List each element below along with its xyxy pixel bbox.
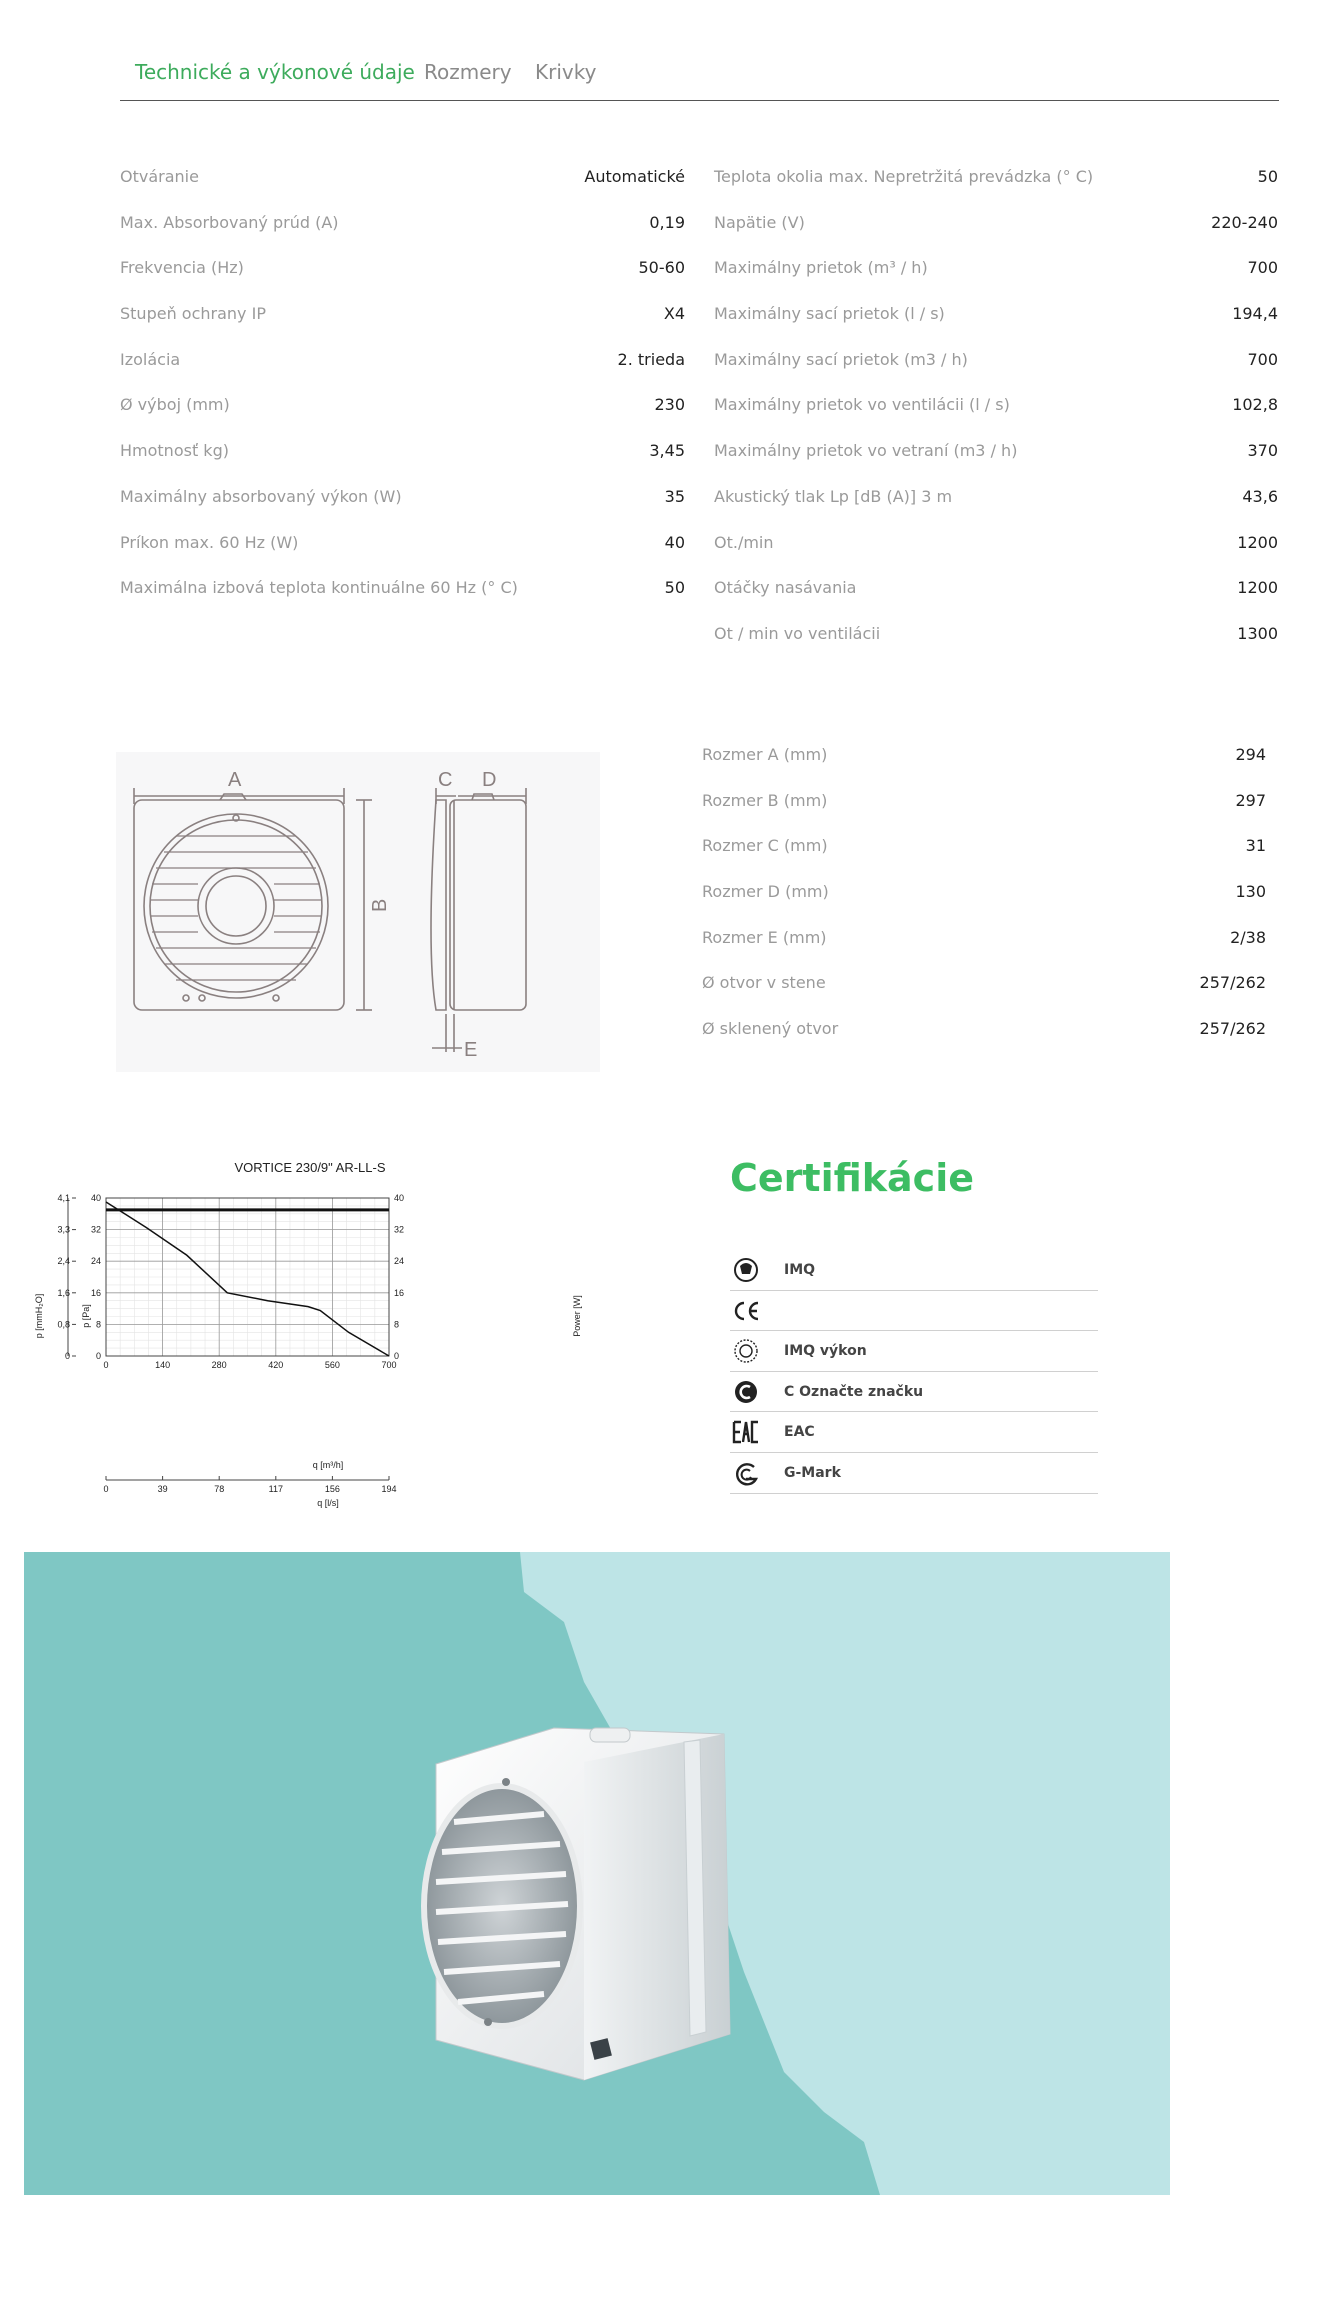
y-tick-label: 8 bbox=[95, 1319, 101, 1330]
x-tick-label: 420 bbox=[268, 1360, 284, 1370]
spec-value: 297 bbox=[1235, 790, 1266, 810]
spec-label: Otáčky nasávania bbox=[714, 578, 857, 598]
y-alt-tick-label: 0 bbox=[64, 1351, 70, 1361]
spec-label: Ø otvor v stene bbox=[702, 973, 826, 993]
spec-value: 31 bbox=[1245, 836, 1266, 856]
spec-value: 1200 bbox=[1237, 532, 1278, 552]
cert-name: C Označte značku bbox=[784, 1383, 924, 1400]
chart-title: VORTICE 230/9" AR-LL-S bbox=[234, 1160, 386, 1175]
imq-performance-icon bbox=[732, 1337, 760, 1365]
front-grille-ring bbox=[144, 814, 328, 998]
y-alt-tick-label: 1,6 bbox=[57, 1287, 70, 1298]
spec-label: Frekvencia (Hz) bbox=[120, 258, 244, 278]
dimension-row bbox=[702, 919, 1266, 965]
y-alt-tick-label: 4,1 bbox=[57, 1193, 70, 1203]
cert-name: EAC bbox=[784, 1424, 815, 1441]
spec-label: Maximálny sací prietok (m3 / h) bbox=[714, 349, 968, 369]
spec-row bbox=[120, 569, 685, 615]
spec-row bbox=[714, 158, 1278, 204]
spec-value: 220-240 bbox=[1211, 212, 1278, 232]
spec-label: Stupeň ochrany IP bbox=[120, 304, 266, 324]
front-grille-slats bbox=[150, 836, 322, 980]
x-tick-label: 0 bbox=[103, 1360, 109, 1370]
cert-row-c-mark bbox=[730, 1372, 1098, 1413]
tab-technical-data[interactable]: Technické a výkonové údaje bbox=[135, 60, 415, 84]
spec-label: Maximálny prietok vo ventilácii (l / s) bbox=[714, 395, 1010, 415]
tab-curves[interactable]: Krivky bbox=[535, 60, 597, 84]
y-tick-label: 16 bbox=[90, 1287, 101, 1298]
spec-label: Príkon max. 60 Hz (W) bbox=[120, 532, 299, 552]
spec-row bbox=[714, 204, 1278, 250]
x2-tick-label: 117 bbox=[268, 1484, 283, 1494]
dim-label-b: B bbox=[369, 898, 391, 912]
spec-value: 130 bbox=[1235, 882, 1266, 902]
spec-label: Ot./min bbox=[714, 532, 774, 552]
spec-row bbox=[714, 295, 1278, 341]
spec-value: 2. trieda bbox=[617, 349, 685, 369]
y-tick-label: 0 bbox=[95, 1351, 101, 1361]
fan-unit bbox=[424, 1728, 730, 2080]
imq-icon bbox=[732, 1256, 760, 1284]
dimension-row bbox=[702, 782, 1266, 828]
c-mark-icon bbox=[732, 1378, 760, 1406]
tab-bar bbox=[120, 52, 1279, 101]
spec-value: 50 bbox=[664, 578, 685, 598]
dimension-row bbox=[702, 873, 1266, 919]
g-mark-icon bbox=[732, 1459, 760, 1487]
product-illustration bbox=[24, 1552, 1170, 2195]
spec-label: Rozmer D (mm) bbox=[702, 882, 829, 902]
spec-row bbox=[714, 432, 1278, 478]
x-tick-label: 700 bbox=[381, 1360, 397, 1370]
spec-value: 230 bbox=[654, 395, 685, 415]
spec-value: 3,45 bbox=[649, 441, 685, 461]
y-right-tick-label: 16 bbox=[394, 1287, 405, 1298]
certifications-title: Certifikácie bbox=[730, 1156, 974, 1200]
dim-label-a: A bbox=[228, 769, 242, 791]
spec-label: Rozmer A (mm) bbox=[702, 745, 828, 764]
spec-row bbox=[120, 386, 685, 432]
fan-dimension-diagram bbox=[116, 752, 600, 1072]
cert-row-imq bbox=[730, 1250, 1098, 1291]
chart-grid bbox=[68, 1198, 389, 1356]
spec-row bbox=[120, 524, 685, 570]
spec-row bbox=[714, 569, 1278, 615]
y-tick-label: 32 bbox=[90, 1224, 101, 1235]
spec-row bbox=[120, 295, 685, 341]
dimensions-table bbox=[702, 736, 1266, 1056]
spec-label: Maximálny prietok vo vetraní (m3 / h) bbox=[714, 441, 1018, 461]
spec-label: Ø sklenený otvor bbox=[702, 1019, 839, 1039]
spec-row bbox=[714, 341, 1278, 387]
cert-name: IMQ výkon bbox=[784, 1343, 867, 1360]
dimension-row bbox=[702, 1010, 1266, 1056]
spec-label: Rozmer B (mm) bbox=[702, 790, 828, 810]
spec-value: 294 bbox=[1235, 745, 1266, 764]
chart-xlabel: q [m³/h] bbox=[312, 1460, 344, 1470]
side-housing bbox=[450, 800, 526, 1010]
y-alt-tick-label: 3,3 bbox=[57, 1224, 70, 1235]
spec-value: 50 bbox=[1257, 167, 1278, 186]
front-housing bbox=[134, 800, 344, 1010]
spec-value: 370 bbox=[1247, 441, 1278, 461]
spec-label: Maximálny prietok (m³ / h) bbox=[714, 258, 928, 278]
side-flange bbox=[431, 800, 446, 1010]
y-right-tick-label: 24 bbox=[394, 1256, 405, 1267]
dimension-row bbox=[702, 964, 1266, 1010]
spec-value: 1200 bbox=[1237, 578, 1278, 598]
spec-row bbox=[120, 341, 685, 387]
spec-value: 102,8 bbox=[1232, 395, 1278, 415]
spec-label: Hmotnosť kg) bbox=[120, 441, 229, 461]
spec-value: 700 bbox=[1247, 349, 1278, 369]
spec-label: Ot / min vo ventilácii bbox=[714, 623, 881, 643]
dim-label-e: E bbox=[464, 1039, 478, 1061]
spec-value: 257/262 bbox=[1199, 1019, 1266, 1039]
dim-label-d: D bbox=[482, 769, 497, 791]
x2-tick-label: 194 bbox=[381, 1484, 397, 1494]
cert-row-eac bbox=[730, 1412, 1098, 1453]
spec-row bbox=[714, 478, 1278, 524]
specs-right-table bbox=[714, 158, 1278, 661]
dimension-drawing bbox=[116, 752, 600, 1072]
y-alt-tick-label: 0,8 bbox=[57, 1319, 70, 1330]
x2-tick-label: 0 bbox=[103, 1484, 109, 1494]
spec-value: 43,6 bbox=[1242, 486, 1278, 506]
spec-value: 50-60 bbox=[638, 258, 685, 278]
spec-value: Automatické bbox=[584, 167, 685, 186]
y-tick-label: 40 bbox=[90, 1193, 101, 1203]
cert-row-ce bbox=[730, 1291, 1098, 1332]
spec-row bbox=[120, 204, 685, 250]
y-right-tick-label: 32 bbox=[394, 1224, 405, 1235]
y-right-tick-label: 40 bbox=[394, 1193, 405, 1203]
x2-tick-label: 156 bbox=[324, 1484, 340, 1494]
cert-row-g-mark bbox=[730, 1453, 1098, 1494]
spec-value: 700 bbox=[1247, 258, 1278, 278]
spec-label: Ø výboj (mm) bbox=[120, 395, 230, 415]
spec-value: 2/38 bbox=[1230, 927, 1266, 947]
spec-row bbox=[714, 524, 1278, 570]
dim-label-c: C bbox=[438, 769, 453, 791]
chart-ylabel-right: Power [W] bbox=[572, 1295, 582, 1337]
y-alt-tick-label: 2,4 bbox=[57, 1256, 70, 1267]
cert-name: G-Mark bbox=[784, 1464, 841, 1481]
spec-value: 0,19 bbox=[649, 212, 685, 232]
cert-row-imq-performance bbox=[730, 1331, 1098, 1372]
ce-icon bbox=[732, 1297, 760, 1325]
performance-chart bbox=[30, 1150, 590, 1510]
chart-xlabel2: q [l/s] bbox=[317, 1498, 339, 1508]
x-tick-label: 280 bbox=[211, 1360, 227, 1370]
y-right-tick-label: 8 bbox=[394, 1319, 400, 1330]
spec-row bbox=[120, 158, 685, 204]
chart-ylabel: p [Pa] bbox=[81, 1304, 91, 1328]
spec-row bbox=[714, 615, 1278, 661]
spec-label: Maximálny absorbovaný výkon (W) bbox=[120, 486, 402, 506]
spec-row bbox=[120, 249, 685, 295]
x-tick-label: 560 bbox=[324, 1360, 340, 1370]
spec-label: Teplota okolia max. Nepretržitá prevádzka (° C) bbox=[714, 167, 1094, 186]
spec-value: 194,4 bbox=[1232, 304, 1278, 324]
product-photo bbox=[24, 1552, 1170, 2195]
spec-value: 35 bbox=[664, 486, 685, 506]
chart-ylabel-alt: p [mmH₂O] bbox=[34, 1293, 44, 1339]
spec-label: Napätie (V) bbox=[714, 212, 805, 232]
spec-label: Rozmer E (mm) bbox=[702, 927, 827, 947]
spec-label: Max. Absorbovaný prúd (A) bbox=[120, 212, 339, 232]
cert-name: IMQ bbox=[784, 1262, 816, 1278]
spec-label: Maximálny sací prietok (l / s) bbox=[714, 304, 945, 324]
y-right-tick-label: 0 bbox=[394, 1351, 400, 1361]
spec-label: Otváranie bbox=[120, 167, 199, 186]
spec-row bbox=[120, 478, 685, 524]
x2-tick-label: 78 bbox=[214, 1484, 225, 1494]
dimension-row bbox=[702, 736, 1266, 782]
spec-label: Izolácia bbox=[120, 349, 181, 369]
y-tick-label: 24 bbox=[90, 1256, 101, 1267]
performance-chart-svg bbox=[30, 1150, 590, 1510]
dimension-row bbox=[702, 827, 1266, 873]
spec-row bbox=[120, 432, 685, 478]
spec-value: 40 bbox=[664, 532, 685, 552]
spec-label: Maximálna izbová teplota kontinuálne 60 Hz (° C) bbox=[120, 578, 518, 598]
eac-icon bbox=[732, 1418, 760, 1446]
x2-tick-label: 39 bbox=[157, 1484, 168, 1494]
certifications-list bbox=[730, 1250, 1098, 1494]
spec-row bbox=[714, 386, 1278, 432]
spec-value: X4 bbox=[663, 304, 685, 324]
chart-ticks bbox=[57, 1193, 404, 1494]
x-tick-label: 140 bbox=[155, 1360, 171, 1370]
spec-label: Rozmer C (mm) bbox=[702, 836, 828, 856]
spec-value: 257/262 bbox=[1199, 973, 1266, 993]
spec-label: Akustický tlak Lp [dB (A)] 3 m bbox=[714, 486, 953, 506]
tab-dimensions[interactable]: Rozmery bbox=[424, 60, 512, 84]
spec-row bbox=[714, 249, 1278, 295]
specs-left-table bbox=[120, 158, 685, 615]
spec-value: 1300 bbox=[1237, 623, 1278, 643]
